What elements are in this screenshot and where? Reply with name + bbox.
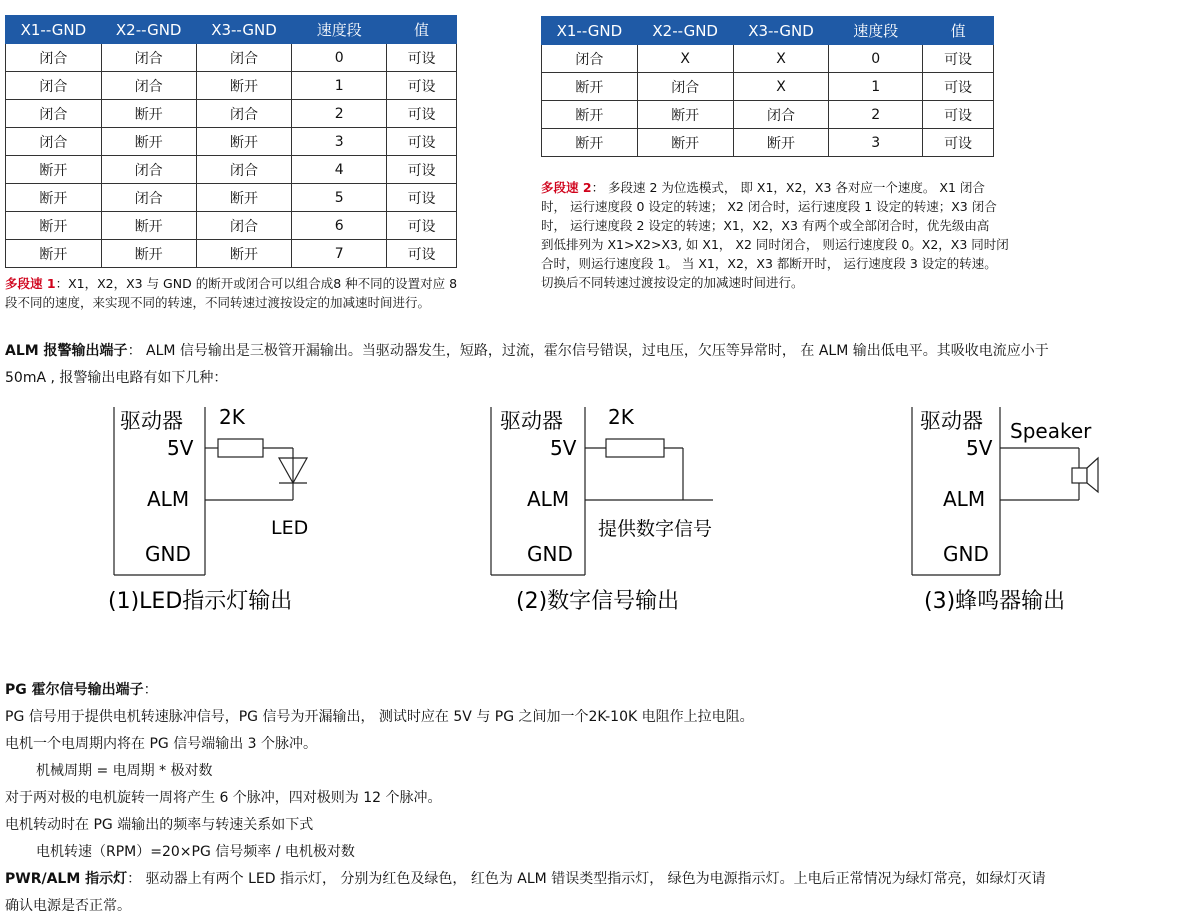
table-cell: 可设 xyxy=(923,101,994,129)
table-cell: 3 xyxy=(829,129,923,157)
note-line: ：X1，X2，X3 与 GND 的断开或闭合可以组合成8 种不同的设置对应 8 xyxy=(55,276,458,291)
table-cell: 断开 xyxy=(196,184,292,212)
note-line: 段不同的速度，来实现不同的转速，不同转速过渡按设定的加减速时间进行。 xyxy=(5,295,431,310)
table-cell: 闭合 xyxy=(6,128,102,156)
driver-label: 驱动器 xyxy=(120,409,183,433)
note-multi-speed-1 xyxy=(5,274,475,312)
note-line: 切换后不同转速过渡按设定的加减速时间进行。 xyxy=(541,275,804,290)
resistor-2k xyxy=(606,439,664,457)
gnd-label: GND xyxy=(527,542,573,566)
table-header-cell: 速度段 xyxy=(829,17,923,45)
table-cell: 闭合 xyxy=(6,100,102,128)
table-header-row xyxy=(6,16,457,44)
v5-label: 5V xyxy=(550,436,577,460)
table-cell: 断开 xyxy=(101,212,196,240)
table-cell: 断开 xyxy=(6,212,102,240)
v5-label: 5V xyxy=(167,436,194,460)
table-cell: 1 xyxy=(829,73,923,101)
table-row xyxy=(542,129,994,157)
note-line: 时， 运行速度段 2 设定的转速；X1，X2，X3 有两个或全部闭合时，优先级由高 xyxy=(541,218,990,233)
circuit-digital-output xyxy=(480,400,740,620)
table-header-cell: X2--GND xyxy=(637,17,733,45)
table-cell: 闭合 xyxy=(733,101,829,129)
table-cell: 闭合 xyxy=(196,100,292,128)
table-cell: 断开 xyxy=(196,72,292,100)
load-label: 提供数字信号 xyxy=(598,518,713,540)
table-cell: 可设 xyxy=(387,156,457,184)
pg-line: 电机一个电周期内将在 PG 信号端输出 3 个脉冲。 xyxy=(5,736,317,752)
speed-table-1 xyxy=(5,15,457,268)
table-cell: 闭合 xyxy=(101,72,196,100)
pg-title: PG 霍尔信号输出端子 xyxy=(5,682,144,698)
note-line: 时， 运行速度段 0 设定的转速； X2 闭合时，运行速度段 1 设定的转速；X3 闭合 xyxy=(541,199,997,214)
table-row xyxy=(542,73,994,101)
table-row xyxy=(6,184,457,212)
circuit-caption: (1)LED指示灯输出 xyxy=(108,589,293,614)
table-cell: 断开 xyxy=(196,128,292,156)
table-cell: 闭合 xyxy=(6,44,102,72)
table-cell: 断开 xyxy=(542,101,638,129)
table-cell: 可设 xyxy=(387,128,457,156)
table-cell: 闭合 xyxy=(101,156,196,184)
pwr-line: ： 驱动器上有两个 LED 指示灯， 分别为红色及绿色， 红色为 ALM 错误类型指示灯， 绿色为电源指示灯。上电后正常情况为绿灯常亮，如绿灯灭请 xyxy=(127,871,1046,887)
pwr-title: PWR/ALM 指示灯 xyxy=(5,871,128,887)
table-cell: 闭合 xyxy=(6,72,102,100)
pg-line: 电机转动时在 PG 端输出的频率与转速关系如下式 xyxy=(5,817,314,833)
table-cell: 0 xyxy=(829,45,923,73)
table-row xyxy=(6,100,457,128)
note-multi-speed-2 xyxy=(541,178,1011,292)
table-header-cell: X1--GND xyxy=(6,16,102,44)
table-header-cell: X1--GND xyxy=(542,17,638,45)
pg-line: PG 信号用于提供电机转速脉冲信号，PG 信号为开漏输出， 测试时应在 5V 与 PG 之间加一个2K-10K 电阻作上拉电阻。 xyxy=(5,709,754,725)
table-row xyxy=(6,72,457,100)
table-cell: 闭合 xyxy=(637,73,733,101)
table-cell: 断开 xyxy=(196,240,292,268)
alm-line: ： ALM 信号输出是三极管开漏输出。当驱动器发生，短路，过流，霍尔信号错误，过电压，欠压等异常时， 在 ALM 输出低电平。其吸收电流应小于 xyxy=(127,343,1049,359)
note-line: 到低排列为 X1>X2>X3, 如 X1， X2 同时闭合， 则运行速度段 0。X2，X3 同时闭 xyxy=(541,237,1009,252)
note-line: 合时，则运行速度段 1。 当 X1，X2，X3 都断开时， 运行速度段 3 设定的转速。 xyxy=(541,256,997,271)
table-cell: 7 xyxy=(292,240,387,268)
table-cell: 断开 xyxy=(101,128,196,156)
table-cell: 6 xyxy=(292,212,387,240)
table-cell: 断开 xyxy=(6,240,102,268)
resistor-label: 2K xyxy=(219,405,245,429)
table-cell: 1 xyxy=(292,72,387,100)
table-cell: 断开 xyxy=(101,100,196,128)
circuit-buzzer-output xyxy=(900,400,1170,620)
circuit-caption: (2)数字信号输出 xyxy=(516,589,680,614)
table-header-cell: X3--GND xyxy=(196,16,292,44)
table-cell: X xyxy=(637,45,733,73)
table-header-cell: 值 xyxy=(387,16,457,44)
table-cell: 断开 xyxy=(733,129,829,157)
load-label: LED xyxy=(271,517,309,539)
table-header-cell: X3--GND xyxy=(733,17,829,45)
table-cell: 可设 xyxy=(923,129,994,157)
table-cell: 闭合 xyxy=(196,156,292,184)
gnd-label: GND xyxy=(943,542,989,566)
table-cell: 可设 xyxy=(387,240,457,268)
table-cell: 2 xyxy=(829,101,923,129)
circuit-led-output xyxy=(100,400,360,620)
alm-label: ALM xyxy=(527,487,570,511)
table-row xyxy=(6,156,457,184)
table-cell: 闭合 xyxy=(542,45,638,73)
speaker-icon xyxy=(1072,468,1087,483)
alm-label: ALM xyxy=(943,487,986,511)
table-cell: 闭合 xyxy=(101,184,196,212)
pg-title-suffix: ： xyxy=(143,682,158,698)
table-cell: 3 xyxy=(292,128,387,156)
note-line: ： 多段速 2 为位选模式， 即 X1，X2，X3 各对应一个速度。 X1 闭合 xyxy=(591,180,985,195)
table-cell: 断开 xyxy=(542,129,638,157)
table-cell: 可设 xyxy=(387,184,457,212)
pg-line: 对于两对极的电机旋转一周将产生 6 个脉冲，四对极则为 12 个脉冲。 xyxy=(5,790,442,806)
speed-table-2 xyxy=(541,16,994,157)
table-cell: 可设 xyxy=(387,100,457,128)
table-cell: X xyxy=(733,73,829,101)
table-cell: 0 xyxy=(292,44,387,72)
table-row xyxy=(542,45,994,73)
alm-line: 50mA , 报警输出电路有如下几种： xyxy=(5,370,228,386)
pg-line: 电机转速（RPM）=20×PG 信号频率 / 电机极对数 xyxy=(36,844,355,860)
table-row xyxy=(6,128,457,156)
speaker-cone-icon xyxy=(1087,458,1098,492)
pg-line: 机械周期 = 电周期 * 极对数 xyxy=(36,763,213,779)
table-cell: 2 xyxy=(292,100,387,128)
table-header-cell: X2--GND xyxy=(101,16,196,44)
table-cell: 断开 xyxy=(6,156,102,184)
table-row xyxy=(6,240,457,268)
table-cell: 4 xyxy=(292,156,387,184)
table-cell: 可设 xyxy=(923,73,994,101)
pwr-line: 确认电源是否正常。 xyxy=(5,898,131,914)
table-cell: 可设 xyxy=(387,44,457,72)
alm-section xyxy=(5,338,1195,392)
table-cell: 闭合 xyxy=(101,44,196,72)
resistor-label: 2K xyxy=(608,405,634,429)
table-cell: 5 xyxy=(292,184,387,212)
table-cell: 断开 xyxy=(637,101,733,129)
resistor-2k xyxy=(218,439,263,457)
table-cell: X xyxy=(733,45,829,73)
table-header-cell: 速度段 xyxy=(292,16,387,44)
note-label: 多段速 1 xyxy=(5,276,56,291)
pg-section xyxy=(5,677,1195,920)
table-cell: 可设 xyxy=(923,45,994,73)
table-row xyxy=(542,101,994,129)
table-cell: 闭合 xyxy=(196,44,292,72)
table-cell: 断开 xyxy=(542,73,638,101)
v5-label: 5V xyxy=(966,436,993,460)
table-cell: 可设 xyxy=(387,212,457,240)
alm-label: ALM xyxy=(147,487,190,511)
table-header-cell: 值 xyxy=(923,17,994,45)
table-row xyxy=(6,212,457,240)
table-cell: 断开 xyxy=(101,240,196,268)
table-cell: 闭合 xyxy=(196,212,292,240)
table-cell: 断开 xyxy=(637,129,733,157)
table-cell: 可设 xyxy=(387,72,457,100)
alm-title: ALM 报警输出端子 xyxy=(5,343,128,359)
table-cell: 断开 xyxy=(6,184,102,212)
table-row xyxy=(6,44,457,72)
table-header-row xyxy=(542,17,994,45)
gnd-label: GND xyxy=(145,542,191,566)
note-label: 多段速 2 xyxy=(541,180,592,195)
load-label: Speaker xyxy=(1010,419,1092,443)
driver-label: 驱动器 xyxy=(500,409,563,433)
driver-label: 驱动器 xyxy=(920,409,983,433)
circuit-caption: (3)蜂鸣器输出 xyxy=(924,589,1066,614)
